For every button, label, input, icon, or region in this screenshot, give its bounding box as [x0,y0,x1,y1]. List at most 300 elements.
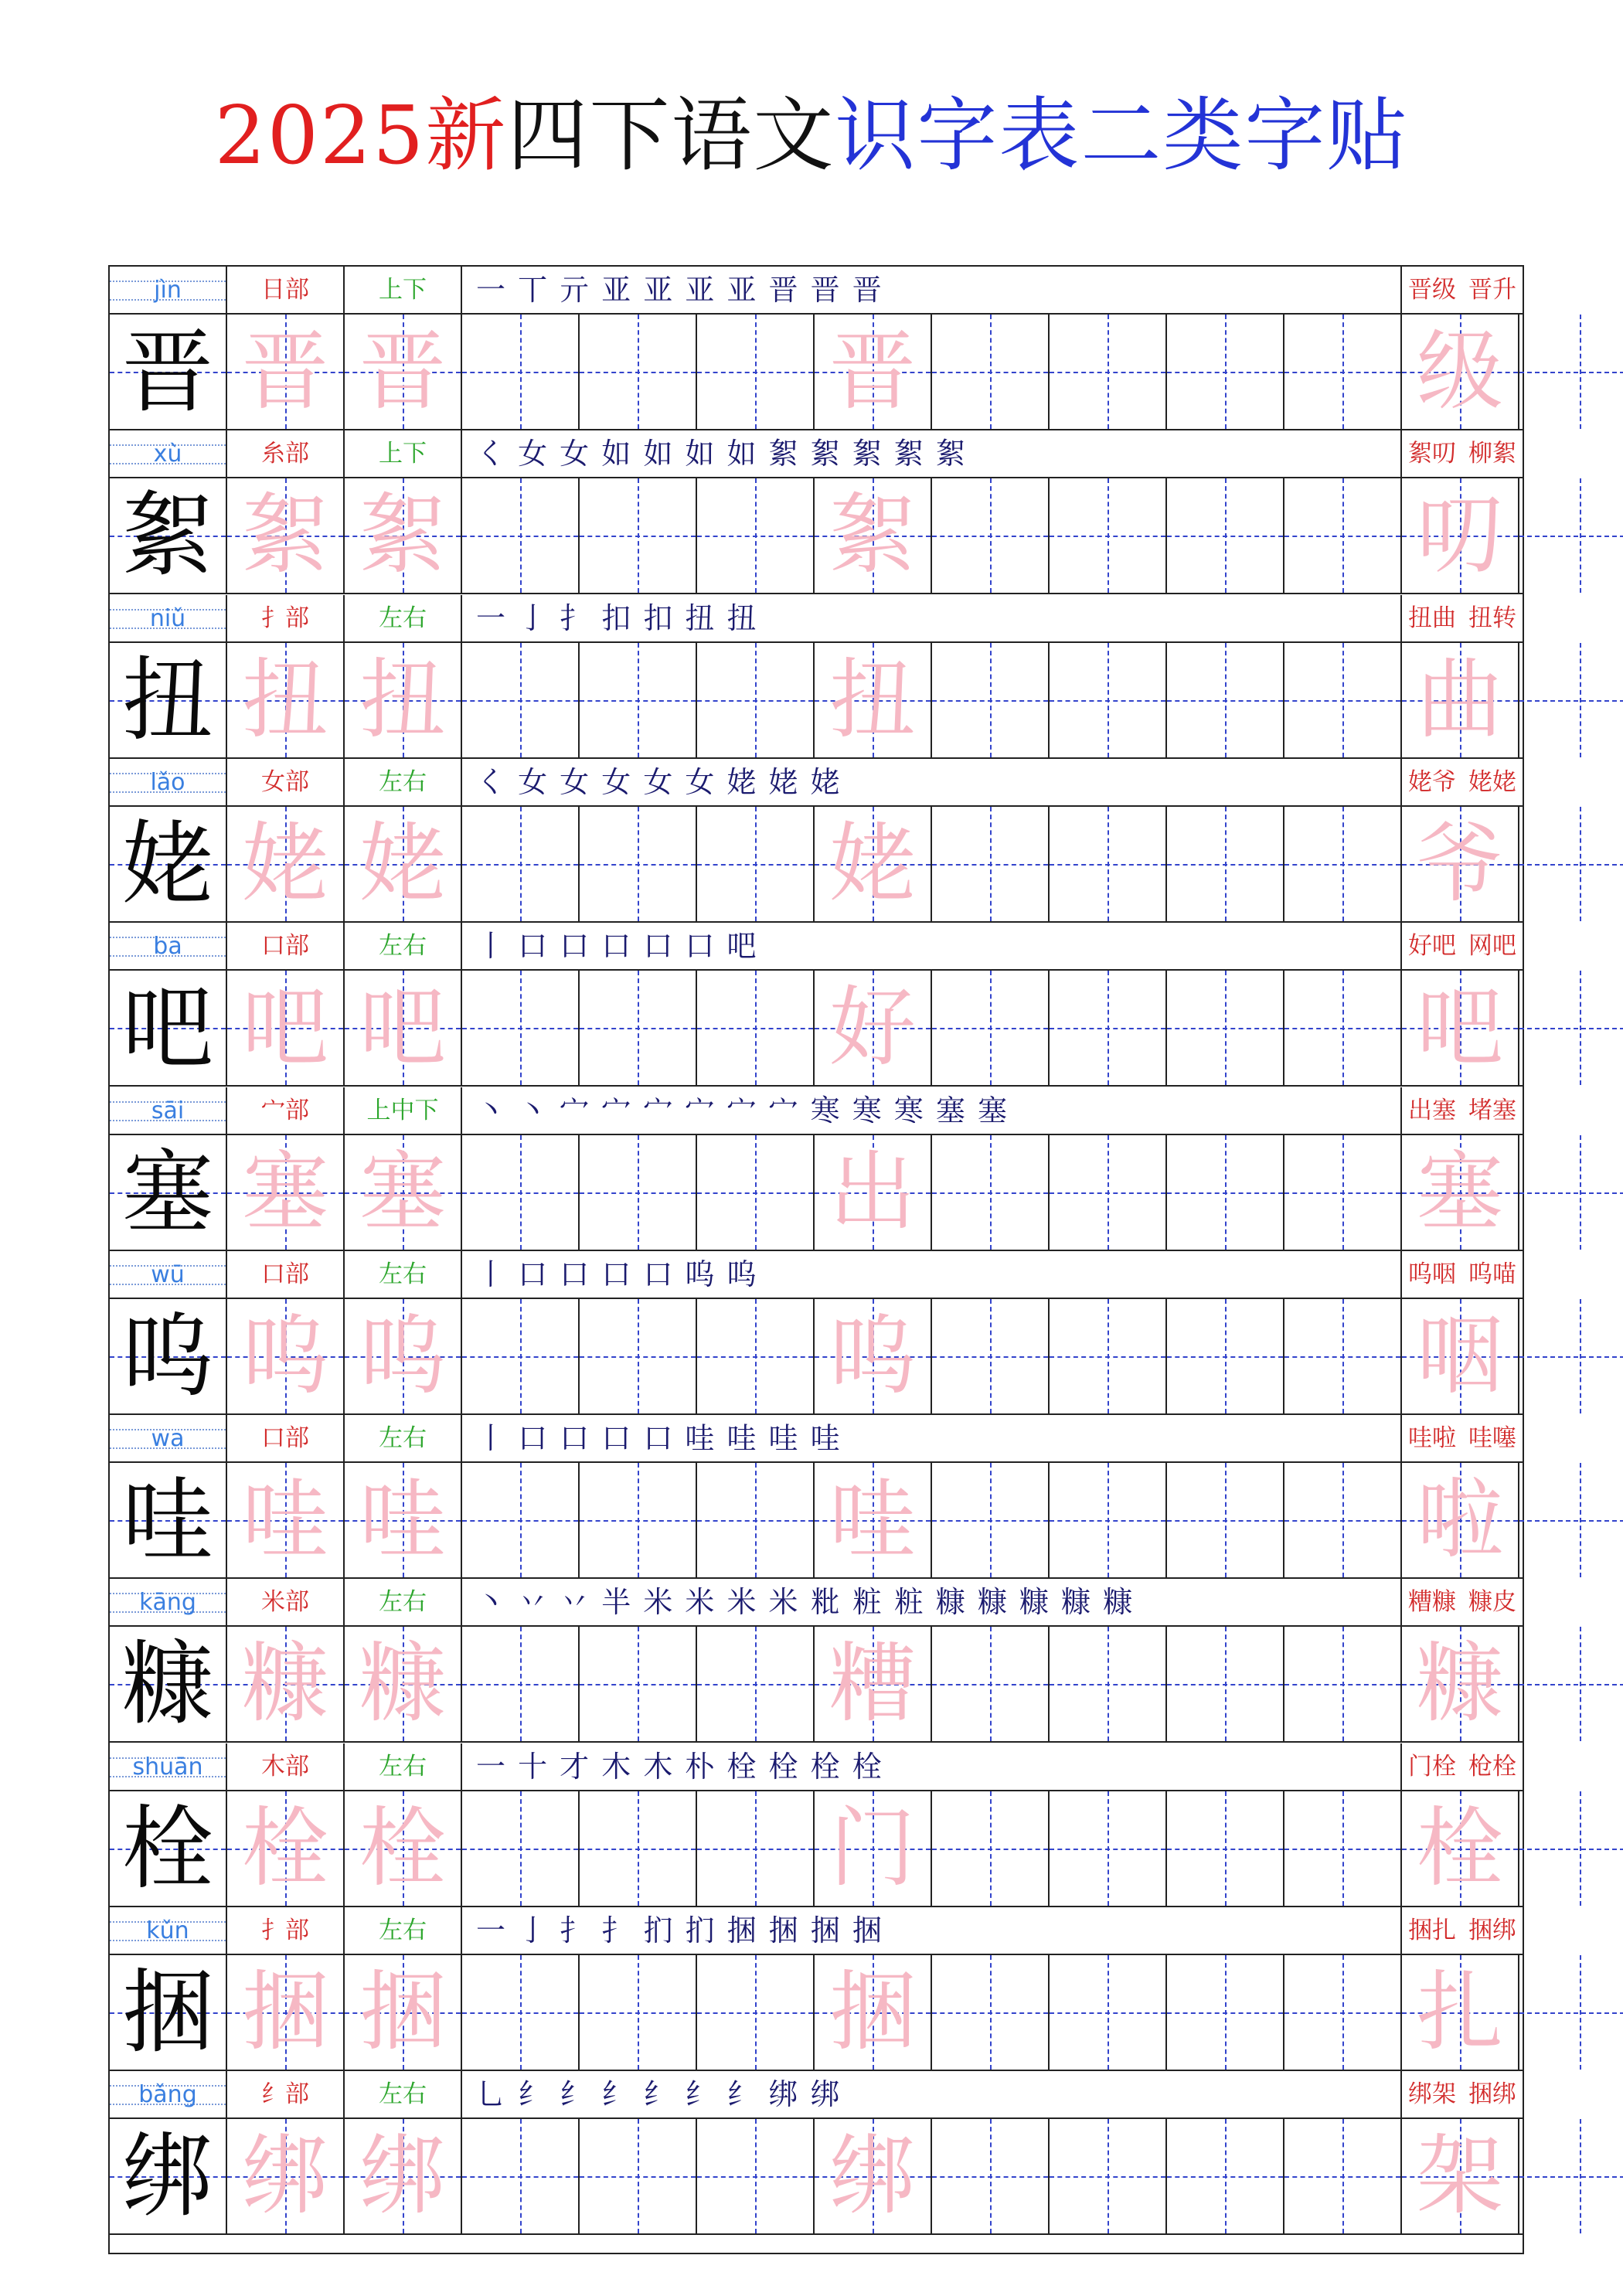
guide-line-vertical [755,1299,757,1413]
radical: 女部 [227,759,345,805]
trace-character: 绑 [829,2126,916,2227]
practice-cell[interactable] [580,1791,697,1906]
practice-cell[interactable] [1519,1135,1623,1250]
guide-line-vertical [1108,315,1109,429]
practice-cell[interactable] [227,1463,345,1577]
practice-cell[interactable] [815,643,932,757]
structure: 上中下 [345,1087,462,1134]
structure: 左右 [345,1415,462,1461]
guide-line-vertical [990,807,992,921]
guide-line-vertical [990,1299,992,1413]
model-char-cell [110,1299,227,1413]
stroke-order: 丨 口 口 口 口 哇 哇 哇 哇 [462,1415,1402,1461]
practice-cell[interactable] [462,1463,580,1577]
practice-cell[interactable] [227,1135,345,1250]
guide-line-vertical [1580,478,1581,593]
practice-cell[interactable] [345,971,462,1085]
stroke-order: 一 亅 扌 扣 扣 扭 扭 [462,595,1402,641]
practice-cell[interactable] [697,971,815,1085]
pinyin: sāi [151,1097,185,1124]
guide-line-vertical [990,1627,992,1741]
trace-character: 捆 [359,1962,446,2063]
model-char-cell [110,1463,227,1577]
structure: 左右 [345,1251,462,1298]
vocabulary-word: 捆绑 [1468,1917,1516,1944]
practice-cell[interactable] [345,1627,462,1741]
practice-cell[interactable] [1402,807,1519,921]
pinyin-cell [110,1415,227,1461]
info-row [110,1415,1523,1463]
writing-grid-row [110,1135,1523,1251]
practice-cell[interactable] [580,478,697,593]
info-row [110,1087,1523,1135]
practice-cell[interactable] [1050,643,1167,757]
trace-character: 糟 [829,1634,916,1735]
vocabulary-word: 捆绑 [1468,2080,1516,2109]
practice-cell[interactable] [815,1135,932,1250]
practice-cell[interactable] [580,1299,697,1413]
guide-line-vertical [520,1135,522,1250]
practice-cell[interactable] [227,1791,345,1906]
practice-cell[interactable] [932,1627,1050,1741]
practice-cell[interactable] [1402,1955,1519,2070]
practice-cell[interactable] [1519,643,1623,757]
practice-cell[interactable] [932,315,1050,429]
guide-line-vertical [638,1299,639,1413]
practice-cell[interactable] [1050,1299,1167,1413]
vocabulary-words [1402,1415,1523,1461]
practice-cell[interactable] [462,1299,580,1413]
radical: 宀部 [227,1087,345,1134]
trace-character: 絮 [829,485,916,587]
practice-cell[interactable] [697,1791,815,1906]
practice-cell[interactable] [1284,1463,1402,1577]
practice-cell[interactable] [1050,2119,1167,2233]
practice-cell[interactable] [462,315,580,429]
guide-line-vertical [1225,1463,1227,1577]
vocabulary-word: 呜咽 [1408,1260,1456,1288]
practice-sheet [108,265,1524,2254]
practice-cell[interactable] [227,1299,345,1413]
practice-cell[interactable] [1050,1135,1167,1250]
practice-cell[interactable] [1519,971,1623,1085]
practice-cell[interactable] [462,1135,580,1250]
vocabulary-word: 出塞 [1408,1096,1456,1124]
guide-line-vertical [638,807,639,921]
guide-line-vertical [1108,643,1109,757]
vocabulary-word: 好吧 [1408,932,1456,961]
practice-cell[interactable] [815,807,932,921]
practice-cell[interactable] [345,1299,462,1413]
structure: 左右 [345,1907,462,1954]
guide-line-vertical [755,1463,757,1577]
practice-cell[interactable] [1519,1955,1623,2070]
guide-line-vertical [638,971,639,1085]
trace-character: 叨 [1417,485,1503,587]
practice-cell[interactable] [815,1791,932,1906]
practice-cell[interactable] [1167,1627,1284,1741]
practice-cell[interactable] [932,1299,1050,1413]
page-title [0,85,1623,185]
trace-character: 咽 [1417,1305,1503,1407]
practice-cell[interactable] [1167,807,1284,921]
guide-line-vertical [638,1135,639,1250]
practice-cell[interactable] [1284,2119,1402,2233]
radical: 米部 [227,1579,345,1625]
practice-cell[interactable] [1284,1135,1402,1250]
practice-cell[interactable] [1284,1627,1402,1741]
practice-cell[interactable] [815,478,932,593]
practice-cell[interactable] [345,1791,462,1906]
pinyin: shuān [132,1753,203,1781]
practice-cell[interactable] [227,971,345,1085]
info-row [110,923,1523,971]
writing-grid-row [110,807,1523,923]
character-block [110,595,1523,759]
practice-cell[interactable] [697,1627,815,1741]
practice-cell[interactable] [1050,1955,1167,2070]
guide-line-vertical [638,1463,639,1577]
guide-line-vertical [990,1463,992,1577]
trace-character: 姥 [829,813,916,914]
practice-cell[interactable] [462,478,580,593]
practice-cell[interactable] [227,807,345,921]
guide-line-vertical [1342,807,1344,921]
pinyin-cell [110,1907,227,1954]
writing-grid-row [110,2119,1523,2235]
guide-line-vertical [520,1791,522,1906]
trace-character: 呜 [359,1305,446,1407]
practice-cell[interactable] [815,1463,932,1577]
practice-cell[interactable] [1284,807,1402,921]
model-character: 哇 [121,1467,213,1574]
practice-cell[interactable] [1519,478,1623,593]
practice-cell[interactable] [1284,1955,1402,2070]
practice-cell[interactable] [462,807,580,921]
vocabulary-words [1402,1579,1523,1625]
practice-cell[interactable] [1519,315,1623,429]
practice-cell[interactable] [1402,971,1519,1085]
practice-cell[interactable] [462,1955,580,2070]
character-block [110,430,1523,594]
guide-line-vertical [638,1791,639,1906]
practice-cell[interactable] [580,315,697,429]
practice-cell[interactable] [1167,478,1284,593]
practice-cell[interactable] [1519,2119,1623,2233]
guide-line-vertical [1225,1135,1227,1250]
trace-character: 絮 [359,485,446,587]
practice-cell[interactable] [580,1627,697,1741]
practice-cell[interactable] [462,1791,580,1906]
vocabulary-words [1402,1743,1523,1790]
practice-cell[interactable] [697,1463,815,1577]
practice-cell[interactable] [1050,315,1167,429]
title-part-grade: 四下语文 [507,88,835,182]
practice-cell[interactable] [815,2119,932,2233]
practice-cell[interactable] [1402,1299,1519,1413]
practice-cell[interactable] [227,643,345,757]
model-char-cell [110,1627,227,1741]
practice-cell[interactable] [345,1135,462,1250]
practice-cell[interactable] [1167,2119,1284,2233]
practice-cell[interactable] [345,1463,462,1577]
practice-cell[interactable] [1167,315,1284,429]
info-row [110,267,1523,315]
practice-cell[interactable] [697,1299,815,1413]
pinyin-cell [110,1743,227,1790]
info-row [110,430,1523,478]
practice-cell[interactable] [932,1135,1050,1250]
trace-character: 曲 [1417,649,1503,750]
model-character: 呜 [121,1302,213,1410]
info-row [110,1743,1523,1791]
practice-cell[interactable] [815,1955,932,2070]
practice-cell[interactable] [1167,643,1284,757]
practice-cell[interactable] [815,315,932,429]
practice-cell[interactable] [1050,1627,1167,1741]
pinyin-cell [110,759,227,805]
practice-cell[interactable] [345,807,462,921]
pinyin-cell [110,1087,227,1134]
trace-character: 绑 [242,2126,328,2227]
practice-cell[interactable] [697,315,815,429]
practice-cell[interactable] [1402,1135,1519,1250]
practice-cell[interactable] [697,643,815,757]
trace-character: 捆 [829,1962,916,2063]
stroke-order: 丨 口 口 口 口 口 吧 [462,923,1402,969]
practice-cell[interactable] [1167,1955,1284,2070]
pinyin-cell [110,595,227,641]
model-character: 晋 [121,318,213,425]
stroke-order: 乚 纟 纟 纟 纟 纟 纟 绑 绑 [462,2071,1402,2117]
title-part-year: 2025新 [214,88,508,182]
practice-cell[interactable] [1284,315,1402,429]
character-block [110,759,1523,923]
model-char-cell [110,315,227,429]
vocabulary-word: 糟糠 [1408,1588,1456,1617]
guide-line-vertical [520,807,522,921]
practice-cell[interactable] [462,971,580,1085]
practice-cell[interactable] [1050,1791,1167,1906]
practice-cell[interactable] [1284,971,1402,1085]
guide-line-horizontal [1519,864,1623,866]
radical: 扌部 [227,595,345,641]
guide-line-vertical [1225,1299,1227,1413]
practice-cell[interactable] [1402,1463,1519,1577]
practice-cell[interactable] [1402,1627,1519,1741]
writing-grid-row [110,1299,1523,1415]
practice-cell[interactable] [697,2119,815,2233]
practice-cell[interactable] [1519,1299,1623,1413]
practice-cell[interactable] [1402,478,1519,593]
practice-cell[interactable] [1050,478,1167,593]
guide-line-vertical [520,1627,522,1741]
guide-line-vertical [990,1791,992,1906]
practice-cell[interactable] [1167,1299,1284,1413]
pinyin-cell [110,267,227,313]
pinyin-cell [110,923,227,969]
pinyin-cell [110,1251,227,1298]
model-character: 扭 [121,646,213,753]
practice-cell[interactable] [1167,1135,1284,1250]
vocabulary-word: 晋级 [1408,276,1456,304]
practice-cell[interactable] [815,1627,932,1741]
practice-cell[interactable] [697,478,815,593]
practice-cell[interactable] [1284,478,1402,593]
practice-cell[interactable] [345,1955,462,2070]
vocabulary-words [1402,267,1523,313]
model-char-cell [110,1791,227,1906]
practice-cell[interactable] [932,643,1050,757]
character-block [110,1251,1523,1415]
practice-cell[interactable] [1284,643,1402,757]
practice-cell[interactable] [1284,1791,1402,1906]
pinyin-cell [110,430,227,477]
trace-character: 捆 [242,1962,328,2063]
trace-character: 糠 [1417,1634,1503,1735]
pinyin: kǔn [146,1917,189,1944]
trace-character: 扭 [359,649,446,750]
practice-cell[interactable] [580,1955,697,2070]
model-char-cell [110,1955,227,2070]
practice-cell[interactable] [580,2119,697,2233]
trace-character: 栓 [359,1798,446,1899]
practice-cell[interactable] [932,2119,1050,2233]
trace-character: 架 [1417,2126,1503,2227]
guide-line-vertical [1225,315,1227,429]
practice-cell[interactable] [227,1955,345,2070]
practice-cell[interactable] [345,478,462,593]
character-block [110,2071,1523,2235]
radical: 口部 [227,923,345,969]
practice-cell[interactable] [462,1627,580,1741]
character-block [110,1087,1523,1251]
practice-cell[interactable] [1402,2119,1519,2233]
guide-line-vertical [1342,643,1344,757]
radical: 日部 [227,267,345,313]
vocabulary-words [1402,2071,1523,2117]
character-block [110,923,1523,1087]
practice-cell[interactable] [345,2119,462,2233]
practice-cell[interactable] [580,807,697,921]
guide-line-vertical [1580,1463,1581,1577]
radical: 口部 [227,1251,345,1298]
structure: 左右 [345,595,462,641]
practice-cell[interactable] [932,478,1050,593]
practice-cell[interactable] [580,1135,697,1250]
practice-cell[interactable] [1167,1791,1284,1906]
stroke-order: く 女 女 女 女 女 姥 姥 姥 [462,759,1402,805]
trace-character: 扭 [242,649,328,750]
practice-cell[interactable] [580,643,697,757]
practice-cell[interactable] [345,315,462,429]
info-row [110,1251,1523,1299]
practice-cell[interactable] [580,1463,697,1577]
guide-line-vertical [1342,2119,1344,2233]
vocabulary-words [1402,1907,1523,1954]
vocabulary-word: 扭转 [1468,604,1516,632]
practice-cell[interactable] [227,1627,345,1741]
practice-cell[interactable] [1050,807,1167,921]
practice-cell[interactable] [227,315,345,429]
guide-line-horizontal [1519,1192,1623,1194]
practice-cell[interactable] [932,807,1050,921]
guide-line-vertical [755,1955,757,2070]
practice-cell[interactable] [697,1955,815,2070]
guide-line-vertical [1108,807,1109,921]
guide-line-vertical [1580,2119,1581,2233]
practice-cell[interactable] [227,478,345,593]
practice-cell[interactable] [1519,1627,1623,1741]
vocabulary-word: 扭曲 [1408,604,1456,632]
trace-character: 扎 [1417,1962,1503,2063]
practice-cell[interactable] [1402,643,1519,757]
practice-cell[interactable] [462,643,580,757]
practice-cell[interactable] [697,807,815,921]
model-char-cell [110,971,227,1085]
character-block [110,1415,1523,1579]
structure: 左右 [345,1743,462,1790]
stroke-order: 丶 丷 丷 半 米 米 米 米 粃 粧 粧 糠 糠 糠 糠 糠 [462,1579,1402,1625]
practice-cell[interactable] [815,971,932,1085]
writing-grid-row [110,1463,1523,1579]
practice-cell[interactable] [1050,971,1167,1085]
practice-cell[interactable] [1402,1791,1519,1906]
practice-cell[interactable] [697,1135,815,1250]
guide-line-vertical [1108,2119,1109,2233]
practice-cell[interactable] [815,1299,932,1413]
pinyin: ba [153,933,182,961]
guide-line-vertical [1580,1627,1581,1741]
stroke-order: 丨 口 口 口 口 呜 呜 [462,1251,1402,1298]
practice-cell[interactable] [932,1791,1050,1906]
model-char-cell [110,807,227,921]
practice-cell[interactable] [227,2119,345,2233]
practice-cell[interactable] [580,971,697,1085]
vocabulary-words [1402,595,1523,641]
practice-cell[interactable] [932,1463,1050,1577]
trace-character: 哇 [242,1470,328,1571]
guide-line-horizontal [1519,1520,1623,1522]
trace-character: 好 [829,978,916,1079]
guide-line-vertical [1225,807,1227,921]
pinyin: niǔ [149,604,186,632]
guide-line-vertical [755,1135,757,1250]
trace-character: 级 [1417,321,1503,422]
practice-cell[interactable] [1050,1463,1167,1577]
stroke-order: 一 丅 亓 亚 亚 亚 亚 晋 晋 晋 [462,267,1402,313]
practice-cell[interactable] [1519,1463,1623,1577]
guide-line-horizontal [1519,1684,1623,1685]
practice-cell[interactable] [1284,1299,1402,1413]
practice-cell[interactable] [345,643,462,757]
structure: 左右 [345,1579,462,1625]
practice-cell[interactable] [932,1955,1050,2070]
practice-cell[interactable] [1167,1463,1284,1577]
practice-cell[interactable] [1402,315,1519,429]
practice-cell[interactable] [1519,1791,1623,1906]
model-character: 吧 [121,975,213,1082]
pinyin-cell [110,2071,227,2117]
guide-line-horizontal [1519,700,1623,702]
practice-cell[interactable] [462,2119,580,2233]
practice-cell[interactable] [932,971,1050,1085]
practice-cell[interactable] [1167,971,1284,1085]
guide-line-horizontal [1519,1356,1623,1358]
model-char-cell [110,1135,227,1250]
stroke-order: 一 亅 扌 扌 扪 扪 捆 捆 捆 捆 [462,1907,1402,1954]
practice-cell[interactable] [1519,807,1623,921]
